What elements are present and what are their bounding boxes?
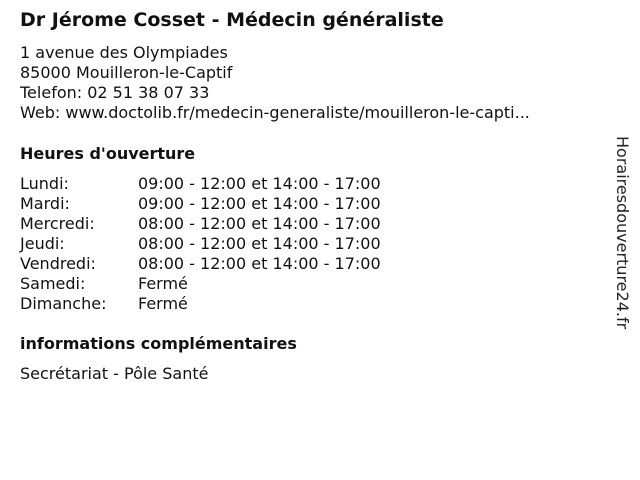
opening-hours-heading: Heures d'ouverture (20, 144, 196, 163)
hours-day: Mardi: (20, 194, 70, 213)
hours-day: Dimanche: (20, 294, 107, 313)
hours-row-thursday (20, 234, 381, 254)
hours-time: 08:00 - 12:00 et 14:00 - 17:00 (138, 214, 381, 233)
address-block (20, 43, 530, 123)
hours-row-friday (20, 254, 381, 274)
opening-hours-table (20, 174, 381, 314)
hours-time: 09:00 - 12:00 et 14:00 - 17:00 (138, 174, 381, 193)
hours-time: 09:00 - 12:00 et 14:00 - 17:00 (138, 194, 381, 213)
page-title: Dr Jérome Cosset - Médecin généraliste (20, 9, 444, 31)
hours-day: Mercredi: (20, 214, 95, 233)
hours-row-wednesday (20, 214, 381, 234)
hours-day: Vendredi: (20, 254, 96, 273)
hours-row-tuesday (20, 194, 381, 214)
website-line: Web: www.doctolib.fr/medecin-generaliste/mouilleron-le-capti... (20, 103, 530, 122)
additional-info-heading: informations complémentaires (20, 334, 297, 353)
hours-time: Fermé (138, 294, 188, 313)
hours-day: Jeudi: (20, 234, 65, 253)
hours-row-saturday (20, 274, 381, 294)
hours-row-sunday (20, 294, 381, 314)
additional-info-text: Secrétariat - Pôle Santé (20, 364, 209, 383)
hours-time: Fermé (138, 274, 188, 293)
hours-time: 08:00 - 12:00 et 14:00 - 17:00 (138, 254, 381, 273)
hours-time: 08:00 - 12:00 et 14:00 - 17:00 (138, 234, 381, 253)
hours-day: Lundi: (20, 174, 69, 193)
address-city: 85000 Mouilleron-le-Captif (20, 63, 233, 82)
phone-number: Telefon: 02 51 38 07 33 (20, 83, 210, 102)
address-street: 1 avenue des Olympiades (20, 43, 228, 62)
hours-day: Samedi: (20, 274, 86, 293)
site-watermark-text: Horairesdouverture24.fr (613, 136, 632, 330)
site-watermark (610, 136, 636, 346)
hours-row-monday (20, 174, 381, 194)
